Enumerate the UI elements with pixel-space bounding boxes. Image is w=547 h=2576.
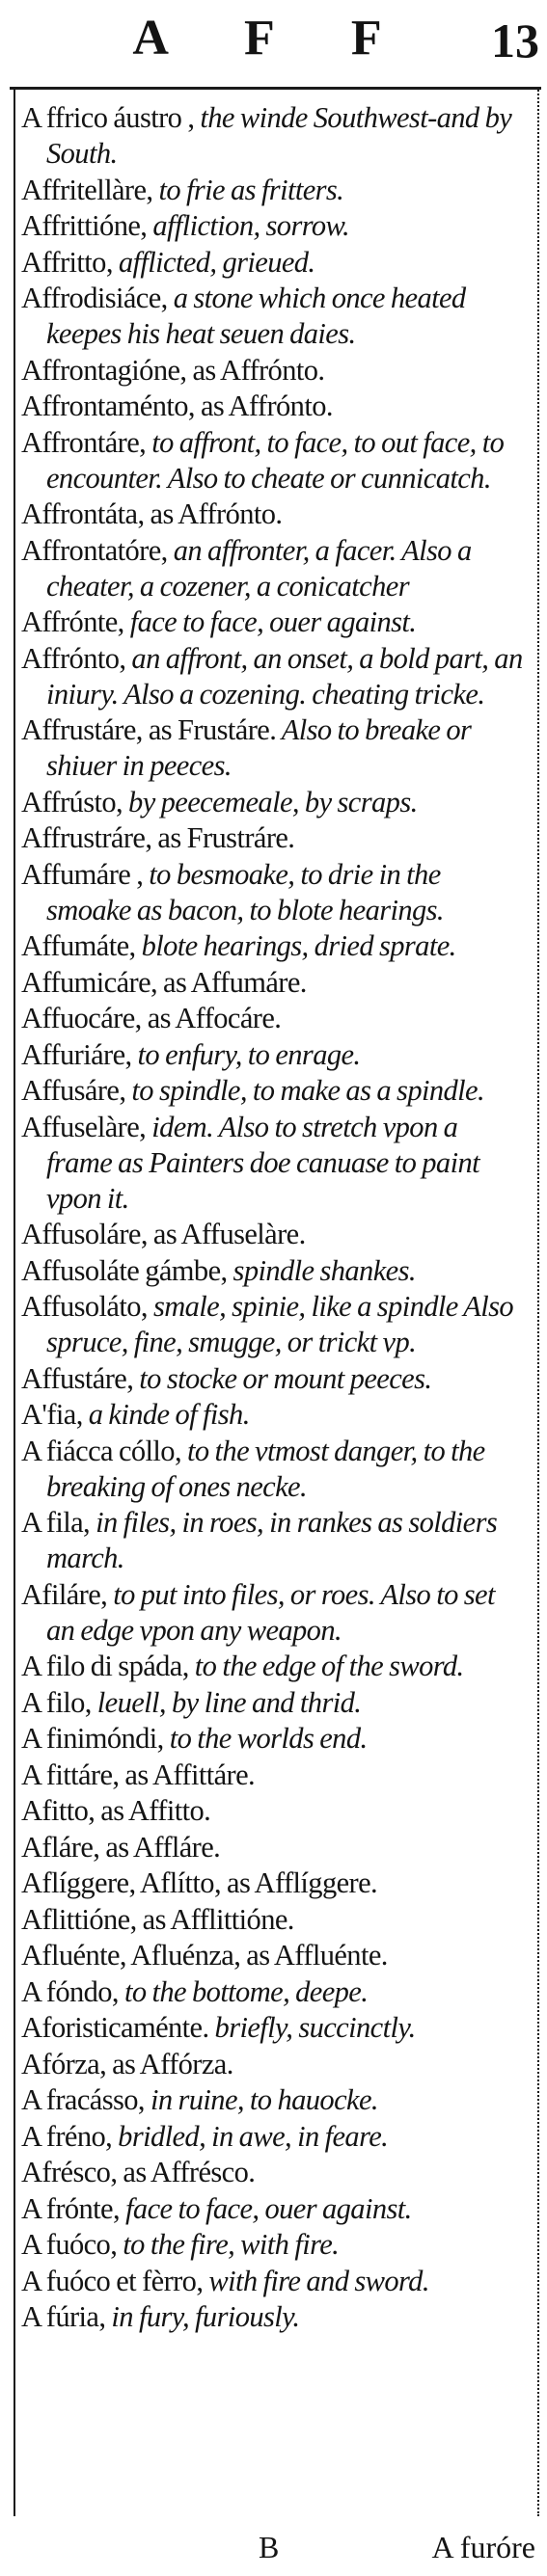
dictionary-entry: [21, 1974, 523, 2010]
headword: Affrontáta, as Affrónto.: [21, 497, 283, 530]
headword: Afiláre,: [21, 1577, 108, 1611]
dictionary-entry: [21, 281, 523, 352]
headword: Affrustáre, as Frustáre.: [21, 713, 277, 746]
dictionary-entry: [21, 1685, 523, 1721]
dictionary-entry: [21, 2010, 523, 2046]
headword: Afluénte, Afluénza, as Affluénte.: [21, 1939, 388, 1972]
definition: idem. Also to stretch vpon a frame as Painters doe canuase to paint vpon it.: [46, 1110, 479, 1215]
definition: a kinde of fish.: [82, 1398, 250, 1431]
definition: to the fire, with fire.: [117, 2228, 340, 2261]
headword: A'fia,: [21, 1398, 83, 1431]
definition: to stocke or mount peeces.: [133, 1361, 432, 1395]
dictionary-entry: [21, 857, 523, 928]
definition: an affront, an onset, a bold part, an iniury. Also a cozening. cheating tricke.: [46, 641, 523, 711]
dictionary-entry: [21, 1830, 523, 1865]
dictionary-entry: [21, 712, 523, 784]
dictionary-entry: [21, 1938, 523, 1973]
right-column-rule: [537, 87, 539, 2516]
dictionary-entry: [21, 1434, 523, 1505]
definition: briefly, succinctly.: [208, 2011, 416, 2044]
definition: spindle shankes.: [227, 1253, 416, 1287]
definition: to the vtmost danger, to the breaking of ones necke.: [46, 1434, 485, 1503]
headword: Affuriáre,: [21, 1037, 132, 1071]
dictionary-entry: [21, 173, 523, 208]
dictionary-entry: [21, 1397, 523, 1433]
header-letters: A F F: [132, 11, 415, 66]
headword: Affumáre ,: [21, 857, 144, 891]
left-column-rule: [14, 87, 15, 2516]
definition: the winde Southwest-and by South.: [46, 101, 512, 170]
headword: Affrónto,: [21, 641, 126, 675]
headword: Affusoláte gámbe,: [21, 1253, 228, 1287]
headword: Affumicáre, as Affumáre.: [21, 965, 307, 999]
definition: with fire and sword.: [203, 2264, 429, 2297]
dictionary-entry: [21, 1037, 523, 1073]
headword: Affusoláto,: [21, 1290, 148, 1323]
dictionary-entry: [21, 1073, 523, 1109]
headword: Afitto, as Affitto.: [21, 1794, 211, 1827]
definition: to put into files, or roes. Also to set an edge vpon any weapon.: [46, 1577, 495, 1647]
dictionary-entry: [21, 1361, 523, 1397]
headword: Aflíggere, Aflítto, as Afflíggere.: [21, 1866, 378, 1899]
headword: A fiácca cóllo,: [21, 1434, 181, 1467]
dictionary-entry: [21, 425, 523, 496]
definition: in files, in roes, in rankes as soldiers march.: [46, 1506, 498, 1574]
dictionary-entry: [21, 2191, 523, 2227]
definition: smale, spinie, like a spindle Also spruce, fine, smugge, or trickt vp.: [46, 1290, 513, 1358]
headword: Afórza, as Affórza.: [21, 2047, 233, 2080]
headword: Affrontatóre,: [21, 533, 168, 567]
headword: Affrónte,: [21, 605, 124, 638]
dictionary-entry: [21, 533, 523, 604]
headword: Affrontaménto, as Affrónto.: [21, 389, 333, 422]
running-header: [0, 0, 547, 96]
definition: to enfury, to enrage.: [131, 1037, 361, 1071]
definition: in fury, furiously.: [105, 2300, 300, 2333]
definition: to the bottome, deepe.: [118, 1974, 369, 2008]
headword: A fuóco et fèrro,: [21, 2264, 204, 2297]
headword: Aforisticaménte.: [21, 2011, 209, 2044]
headword: A fréno,: [21, 2119, 113, 2153]
headword: A filo,: [21, 1685, 92, 1719]
headword: Affrústo,: [21, 785, 123, 818]
headword: Affrodisiáce,: [21, 282, 168, 314]
headword: Aflittióne, as Afflittióne.: [21, 1902, 294, 1936]
dictionary-entry: [21, 820, 523, 856]
top-rule: [10, 87, 541, 90]
headword: A fila,: [21, 1506, 91, 1539]
dictionary-entry: [21, 641, 523, 712]
dictionary-entry: [21, 1110, 523, 1217]
definition: leuell, by line and thrid.: [91, 1685, 362, 1719]
definition: to the edge of the sword.: [188, 1650, 464, 1682]
definition: bridled, in awe, in feare.: [112, 2119, 389, 2153]
dictionary-entry: [21, 1289, 523, 1360]
definition: a stone which once heated keepes his heat seuen daies.: [46, 282, 466, 350]
page-number: 13: [491, 13, 539, 67]
definition: Also to breake or shiuer in peeces.: [46, 713, 472, 782]
entry-list: [21, 100, 523, 2336]
headword: Affritto,: [21, 245, 113, 279]
headword: A finimóndi,: [21, 1722, 164, 1755]
definition: to affront, to face, to out face, to encounter. Also to cheate or cunnicatch.: [46, 425, 505, 495]
dictionary-entry: [21, 604, 523, 640]
dictionary-entry: [21, 389, 523, 424]
dictionary-entry: [21, 2264, 523, 2299]
catchword: A furóre: [431, 2530, 535, 2564]
definition: afflicted, grieued.: [112, 245, 315, 279]
headword: Afrésco, as Affrésco.: [21, 2156, 256, 2188]
dictionary-entry: [21, 1253, 523, 1289]
definition: face to face, ouer against.: [123, 605, 417, 638]
dictionary-entry: [21, 2155, 523, 2190]
headword: Affuocáre, as Affocáre.: [21, 1002, 282, 1034]
headword: A fittáre, as Affittáre.: [21, 1758, 256, 1791]
page-footer: [0, 2528, 547, 2570]
dictionary-entry: [21, 1217, 523, 1252]
dictionary-entry: [21, 1902, 523, 1938]
headword: Afláre, as Affláre.: [21, 1830, 221, 1864]
dictionary-entry: [21, 208, 523, 244]
definition: blote hearings, dried sprate.: [135, 929, 456, 962]
headword: A fracásso,: [21, 2083, 145, 2116]
dictionary-entry: [21, 100, 523, 172]
headword: Affusáre,: [21, 1074, 126, 1107]
headword: Affrustráre, as Frustráre.: [21, 821, 295, 854]
dictionary-entry: [21, 2119, 523, 2155]
dictionary-entry: [21, 245, 523, 281]
dictionary-entry: [21, 2299, 523, 2335]
dictionary-entry: [21, 928, 523, 964]
dictionary-entry: [21, 1649, 523, 1684]
headword: Affrontagióne, as Affrónto.: [21, 353, 325, 387]
headword: Affusoláre, as Affuselàre.: [21, 1218, 306, 1250]
dictionary-entry: [21, 1793, 523, 1829]
definition: to frie as fritters.: [152, 173, 344, 206]
headword: Affrittióne,: [21, 209, 148, 242]
definition: to spindle, to make as a spindle.: [125, 1074, 484, 1107]
dictionary-entry: [21, 1865, 523, 1901]
dictionary-entry: [21, 496, 523, 532]
definition: face to face, ouer against.: [120, 2191, 412, 2225]
definition: to the worlds end.: [163, 1722, 368, 1755]
headword: Affustáre,: [21, 1361, 134, 1395]
dictionary-entry: [21, 2047, 523, 2082]
dictionary-entry: [21, 1758, 523, 1793]
definition: an affronter, a facer. Also a cheater, a cozener, a conicatcher: [46, 533, 472, 603]
dictionary-entry: [21, 1001, 523, 1036]
dictionary-entry: [21, 1721, 523, 1757]
dictionary-entry: [21, 1505, 523, 1576]
headword: A fóndo,: [21, 1974, 119, 2008]
dictionary-entry: [21, 785, 523, 820]
headword: Affuselàre,: [21, 1110, 147, 1143]
definition: to besmoake, to drie in the smoake as bacon, to blote hearings.: [46, 857, 444, 926]
headword: A frónte,: [21, 2191, 121, 2225]
headword: Affrontáre,: [21, 425, 147, 459]
dictionary-entry: [21, 2082, 523, 2118]
headword: A ffrico áustro ,: [21, 101, 195, 134]
headword: A fúria,: [21, 2300, 106, 2333]
signature-mark: B: [259, 2530, 280, 2564]
headword: Affritellàre,: [21, 173, 153, 206]
headword: Affumáte,: [21, 929, 136, 962]
dictionary-entry: [21, 2227, 523, 2263]
dictionary-entry: [21, 353, 523, 389]
dictionary-entry: [21, 1577, 523, 1649]
definition: in ruine, to hauocke.: [144, 2083, 378, 2116]
headword: A fuóco,: [21, 2228, 118, 2261]
definition: by peecemeale, by scraps.: [123, 785, 418, 818]
dictionary-entry: [21, 965, 523, 1001]
headword: A filo di spáda,: [21, 1650, 189, 1682]
definition: affliction, sorrow.: [147, 209, 349, 242]
